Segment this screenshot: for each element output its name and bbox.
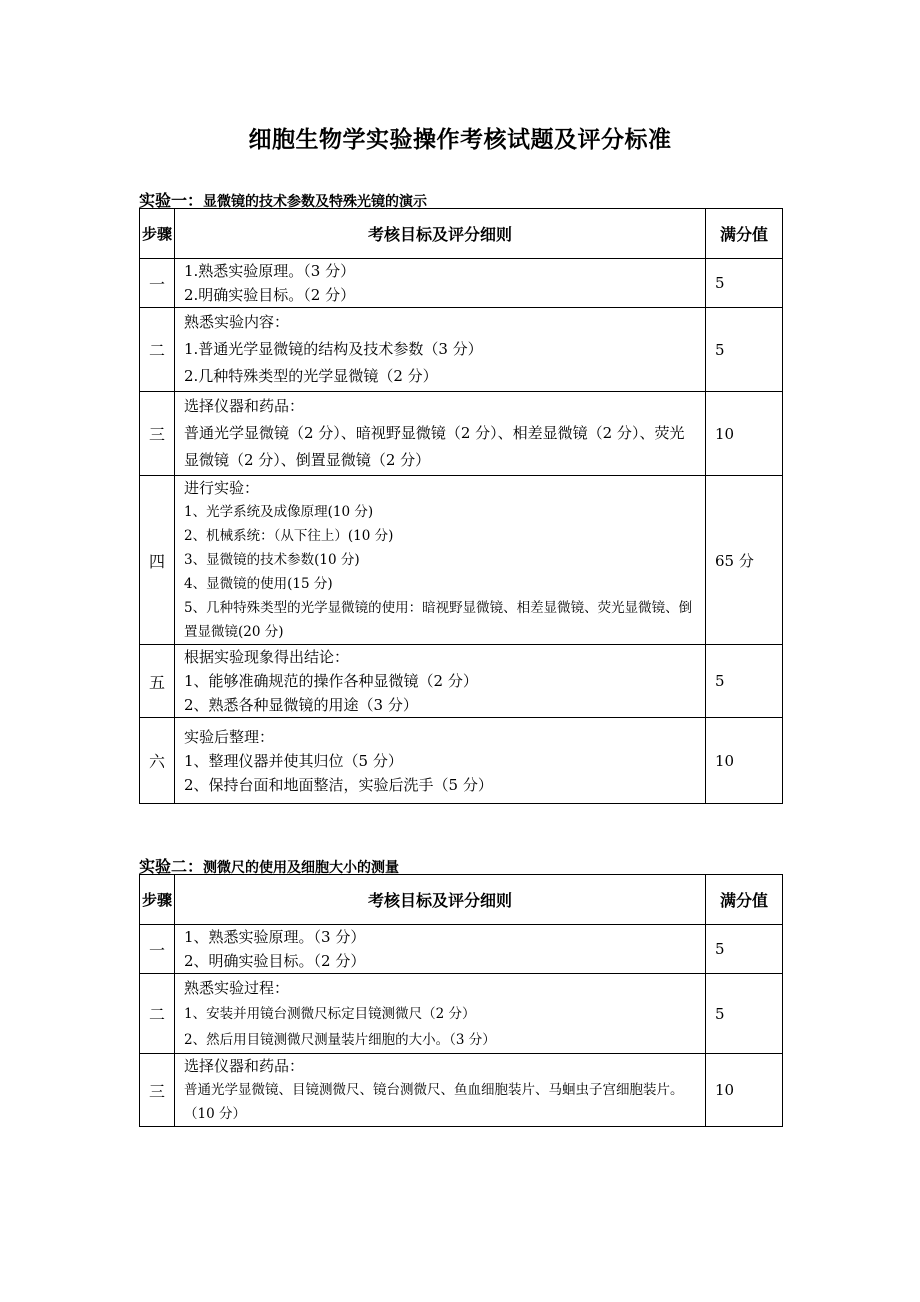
criteria-line: 熟悉实验过程： [184, 978, 290, 997]
table-row [140, 476, 783, 645]
table-row [140, 308, 783, 392]
criteria-line: 1.熟悉实验原理。（3 分） [184, 262, 356, 280]
step-cell: 一 [140, 925, 175, 974]
step-cell: 三 [140, 392, 175, 476]
criteria-line: 5、几种特殊类型的光学显微镜的使用：暗视野显微镜、相差显微镜、荧光显微镜、倒置显微镜(20 分) [184, 600, 693, 640]
header-criteria: 考核目标及评分细则 [175, 209, 706, 259]
criteria-cell [175, 259, 706, 308]
criteria-cell [175, 308, 706, 392]
step-cell: 四 [140, 476, 175, 645]
criteria-line: 2、明确实验目标。（2 分） [184, 952, 366, 970]
score-cell: 5 [706, 259, 783, 308]
criteria-line: 1、整理仪器并使其归位（5 分） [184, 751, 403, 770]
criteria-line: 2、然后用目镜测微尺测量装片细胞的大小。（3 分） [184, 1031, 496, 1048]
score-cell: 10 [706, 718, 783, 804]
step-cell: 二 [140, 974, 175, 1054]
exp2-lead: 实验二： [139, 857, 204, 876]
criteria-line: 2.明确实验目标。（2 分） [184, 286, 356, 304]
criteria-line: 3、显微镜的技术参数(10 分) [184, 552, 360, 568]
score-cell: 10 [706, 392, 783, 476]
score-cell: 65 分 [706, 476, 783, 645]
table-row [140, 259, 783, 308]
score-cell: 5 [706, 974, 783, 1054]
exp2-heading-text: 测微尺的使用及细胞大小的测量 [203, 860, 400, 876]
criteria-line: 1、安装并用镜台测微尺标定目镜测微尺（2 分） [184, 1005, 476, 1022]
criteria-line: 普通光学显微镜（2 分）、暗视野显微镜（2 分）、相差显微镜（2 分）、荧光显微镜（2 分）、倒置显微镜（2 分） [184, 424, 685, 469]
step-cell: 一 [140, 259, 175, 308]
step-cell: 五 [140, 645, 175, 718]
step-cell: 六 [140, 718, 175, 804]
table-row [140, 1054, 783, 1127]
criteria-cell [175, 718, 706, 804]
criteria-line: 根据实验现象得出结论： [184, 648, 350, 666]
criteria-line: 进行实验： [184, 479, 260, 497]
criteria-line: 2、熟悉各种显微镜的用途（3 分） [184, 696, 418, 714]
table-row [140, 392, 783, 476]
criteria-line: 4、显微镜的使用(15 分) [184, 576, 333, 592]
criteria-line: 1、熟悉实验原理。（3 分） [184, 928, 366, 946]
table-header-row [140, 875, 783, 925]
score-cell: 5 [706, 308, 783, 392]
score-cell: 10 [706, 1054, 783, 1127]
table-row [140, 974, 783, 1054]
table-header-row [140, 209, 783, 259]
header-score: 满分值 [706, 209, 783, 259]
criteria-line: 选择仪器和药品： [184, 397, 305, 415]
criteria-cell [175, 925, 706, 974]
page-title: 细胞生物学实验操作考核试题及评分标准 [248, 127, 672, 153]
step-cell: 三 [140, 1054, 175, 1127]
criteria-cell [175, 392, 706, 476]
criteria-line: 1、能够准确规范的操作各种显微镜（2 分） [184, 672, 478, 690]
criteria-cell [175, 1054, 706, 1127]
criteria-line: 1、光学系统及成像原理(10 分) [184, 504, 374, 520]
criteria-line: 选择仪器和药品： [184, 1057, 305, 1075]
criteria-line: 实验后整理： [184, 727, 275, 746]
exp1-heading-text: 显微镜的技术参数及特殊光镜的演示 [203, 194, 428, 210]
criteria-cell [175, 974, 706, 1054]
criteria-line: 1.普通光学显微镜的结构及技术参数（3 分） [184, 340, 483, 358]
step-cell: 二 [140, 308, 175, 392]
header-criteria: 考核目标及评分细则 [175, 875, 706, 925]
criteria-cell [175, 645, 706, 718]
exp1-lead: 实验一： [139, 191, 204, 210]
exp1-table [139, 208, 783, 804]
criteria-line: 2、机械系统：（从下往上）(10 分) [184, 528, 394, 544]
criteria-line: 普通光学显微镜、目镜测微尺、镜台测微尺、鱼血细胞装片、马蛔虫子宫细胞装片。（10 分） [184, 1082, 684, 1122]
criteria-line: 2.几种特殊类型的光学显微镜（2 分） [184, 367, 438, 385]
header-score: 满分值 [706, 875, 783, 925]
criteria-line: 熟悉实验内容： [184, 313, 290, 331]
header-step: 步骤 [140, 875, 175, 925]
table-row [140, 718, 783, 804]
score-cell: 5 [706, 925, 783, 974]
header-step: 步骤 [140, 209, 175, 259]
score-cell: 5 [706, 645, 783, 718]
table-row [140, 645, 783, 718]
exp2-table [139, 874, 783, 1127]
table-row [140, 925, 783, 974]
criteria-line: 2、保持台面和地面整洁，实验后洗手（5 分） [184, 775, 493, 794]
criteria-cell [175, 476, 706, 645]
